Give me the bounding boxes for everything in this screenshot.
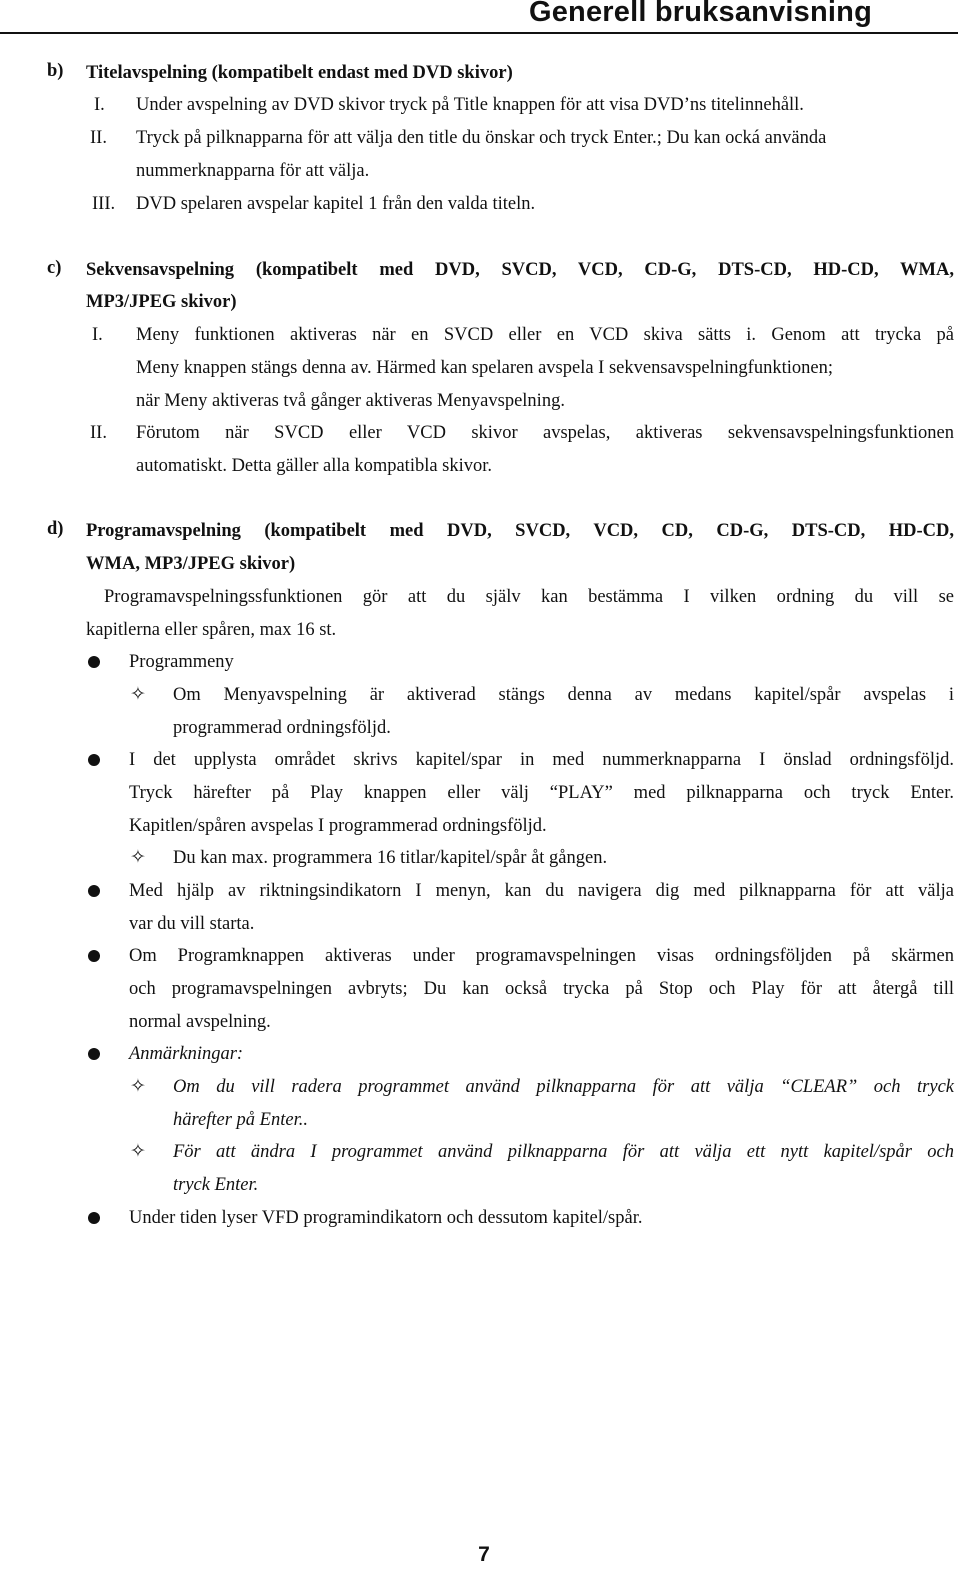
bullet-3-line-1: Med hjälp av riktningsindikatorn I menyn, kan du navigera dig med pilknapparna för att välja — [129, 881, 954, 901]
section-d-label: d) — [47, 519, 64, 539]
sub-4-line-1: För att ändra I programmet använd pilknapparna för att välja ett nytt kapitel/spår och — [173, 1142, 954, 1162]
section-b-item-2-line-2: nummerknapparna för att välja. — [136, 161, 370, 181]
section-d-heading-line-1: Programavspelning (kompatibelt med DVD, SVCD, VCD, CD, CD-G, DTS-CD, HD-CD, — [86, 521, 954, 541]
diamond-bullet-icon: ✧ — [130, 1140, 146, 1162]
section-c-numeral-2: II. — [90, 423, 107, 443]
bullet-dot-icon — [88, 754, 100, 766]
sub-1-line-1: Om Menyavspelning är aktiverad stängs denna av medans kapitel/spår avspelas i — [173, 685, 954, 705]
bullet-4-line-3: normal avspelning. — [129, 1012, 271, 1032]
bullet-dot-icon — [88, 1048, 100, 1060]
diamond-bullet-icon: ✧ — [130, 683, 146, 705]
bullet-6-line-1: Under tiden lyser VFD programindikatorn och dessutom kapitel/spår. — [129, 1208, 643, 1228]
section-b-item-3-line-1: DVD spelaren avspelar kapitel 1 från den valda titeln. — [136, 194, 536, 214]
section-c-heading-line-1: Sekvensavspelning (kompatibelt med DVD, SVCD, VCD, CD-G, DTS-CD, HD-CD, WMA, — [86, 260, 954, 280]
sub-3-line-1: Om du vill radera programmet använd pilknapparna för att välja “CLEAR” och tryck — [173, 1077, 954, 1097]
section-d-intro-line-2: kapitlerna eller spåren, max 16 st. — [86, 620, 337, 640]
bullet-3-line-2: var du vill starta. — [129, 914, 255, 934]
section-d-heading-line-2: WMA, MP3/JPEG skivor) — [86, 554, 296, 574]
diamond-bullet-icon: ✧ — [130, 1075, 146, 1097]
page-number: 7 — [478, 1543, 490, 1566]
section-c-item-2-line-1: Förutom när SVCD eller VCD skivor avspelas, aktiveras sekvensavspelningsfunktionen — [136, 423, 954, 443]
bullet-dot-icon — [88, 885, 100, 897]
section-c-item-1-line-3: när Meny aktiveras två gånger aktiveras Menyavspelning. — [136, 391, 565, 411]
bullet-dot-icon — [88, 950, 100, 962]
bullet-dot-icon — [88, 1212, 100, 1224]
bullet-2-line-2: Tryck härefter på Play knappen eller välj “PLAY” med pilknapparna och tryck Enter. — [129, 783, 954, 803]
section-b-item-2-line-1: Tryck på pilknapparna för att välja den title du önskar och tryck Enter.; Du kan ocká använda — [136, 128, 827, 148]
section-b-label: b) — [47, 61, 64, 81]
bullet-2-line-1: I det upplysta området skrivs kapitel/spar in med nummerknapparna I önslad ordningsföljd. — [129, 750, 954, 770]
bullet-4-line-2: och programavspelningen avbryts; Du kan också trycka på Stop och Play för att återgå till — [129, 979, 954, 999]
section-c-heading-line-2: MP3/JPEG skivor) — [86, 292, 237, 312]
sub-3-line-2: härefter på Enter.. — [173, 1110, 308, 1130]
page-header-title: Generell bruksanvisning — [528, 0, 872, 28]
sub-1-line-2: programmerad ordningsföljd. — [173, 718, 391, 738]
diamond-bullet-icon: ✧ — [130, 846, 146, 868]
sub-2-line-1: Du kan max. programmera 16 titlar/kapitel/spår åt gången. — [173, 848, 608, 868]
section-b-numeral-3: III. — [92, 194, 116, 214]
section-b-numeral-2: II. — [90, 128, 107, 148]
section-c-numeral-1: I. — [92, 325, 103, 345]
section-c-item-2-line-2: automatiskt. Detta gäller alla kompatibla skivor. — [136, 456, 493, 476]
section-c-item-1-line-1: Meny funktionen aktiveras när en SVCD eller en VCD skiva sätts i. Genom att trycka på — [136, 325, 954, 345]
bullet-2-line-3: Kapitlen/spåren avspelas I programmerad ordningsföljd. — [129, 816, 547, 836]
bullet-5-line-1: Anmärkningar: — [129, 1044, 244, 1064]
sub-4-line-2: tryck Enter. — [173, 1175, 259, 1195]
bullet-1-line-1: Programmeny — [129, 652, 234, 672]
bullet-dot-icon — [88, 656, 100, 668]
section-d-intro-line-1: Programavspelningssfunktionen gör att du själv kan bestämma I vilken ordning du vill se — [104, 587, 954, 607]
section-c-item-1-line-2: Meny knappen stängs denna av. Härmed kan spelaren avspela I sekvensavspelningfunktionen; — [136, 358, 833, 378]
section-b-numeral-1: I. — [94, 95, 105, 115]
bullet-4-line-1: Om Programknappen aktiveras under programavspelningen visas ordningsföljden på skärmen — [129, 946, 954, 966]
section-c-label: c) — [47, 258, 62, 278]
section-b-heading: Titelavspelning (kompatibelt endast med DVD skivor) — [86, 63, 513, 83]
section-b-item-1-line-1: Under avspelning av DVD skivor tryck på Title knappen för att visa DVD’ns titelinnehåll. — [136, 95, 804, 115]
